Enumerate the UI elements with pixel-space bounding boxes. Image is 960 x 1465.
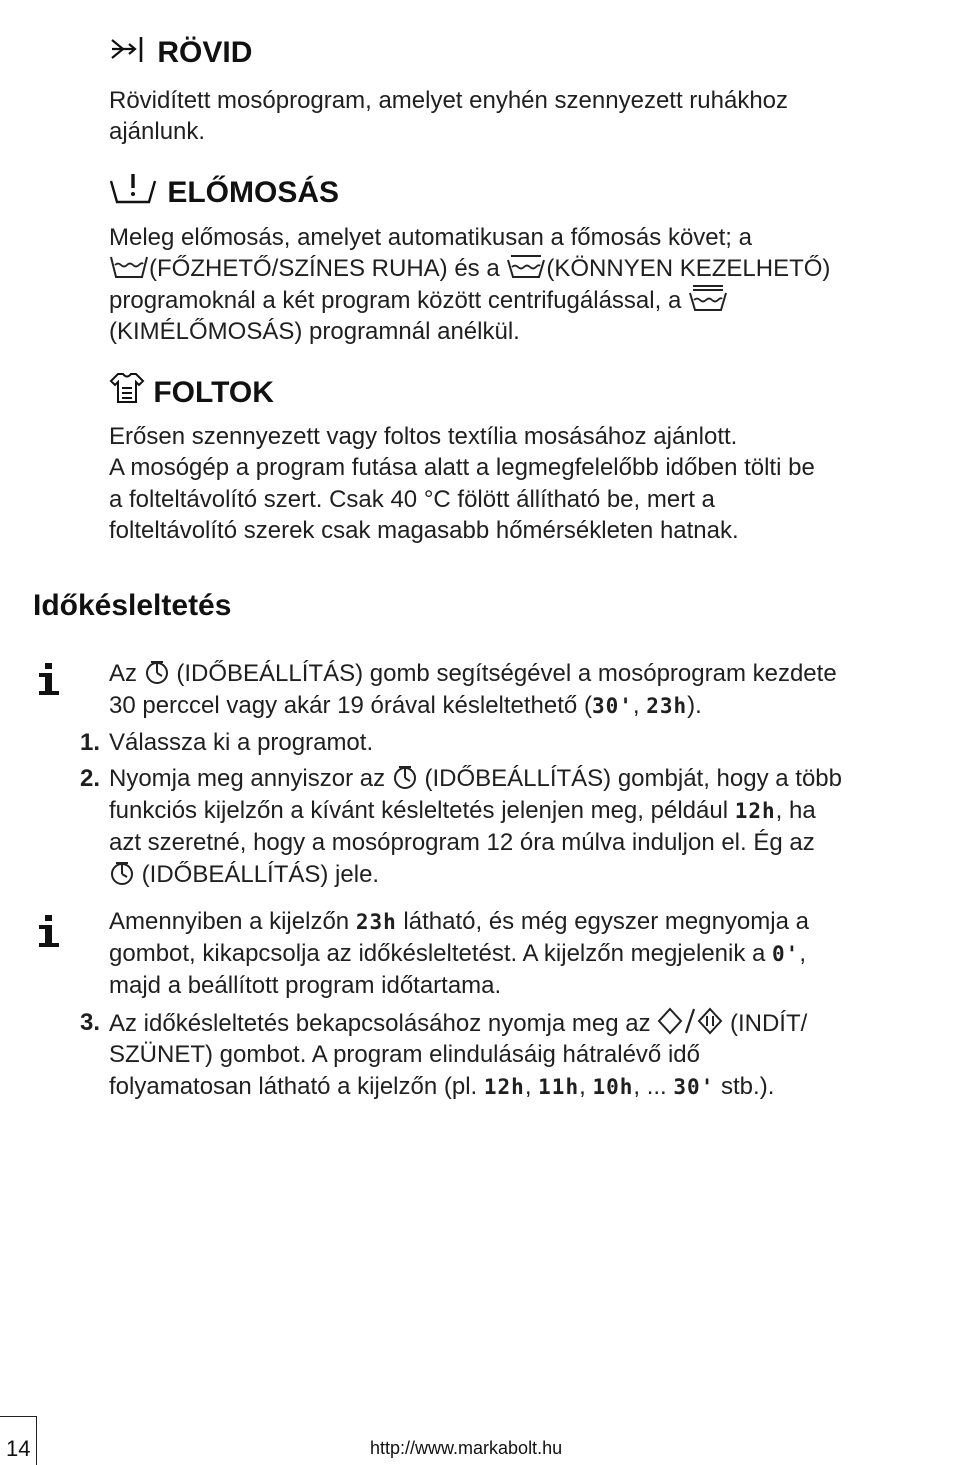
info-icon <box>33 912 65 948</box>
comma: , <box>579 1073 586 1100</box>
page-number: 14 <box>6 1436 31 1461</box>
info2-line-2 <box>109 938 806 970</box>
clock-icon <box>109 860 135 886</box>
rovid-title: RÖVID <box>157 36 253 69</box>
page-side-rule <box>36 1416 37 1465</box>
info2-text-a: Amennyiben a kijelzőn <box>109 908 350 935</box>
clock-icon <box>392 764 418 790</box>
step-3-text-b: (INDÍT/ <box>729 1010 808 1037</box>
display-value-12h: 12h <box>734 799 776 823</box>
prewash-icon <box>109 171 159 205</box>
display-value-0: 0' <box>772 942 800 966</box>
step-3-line-1 <box>109 1007 807 1040</box>
step-2-text-d: , ha <box>775 797 816 824</box>
info2-text-b: látható, és még egyszer megnyomja a <box>403 908 809 935</box>
display-value-23h: 23h <box>355 910 397 934</box>
ellipsis: ... <box>646 1073 667 1100</box>
comma: , <box>524 1073 532 1100</box>
display-value-23h: 23h <box>646 694 688 718</box>
step-3-text-d: stb.). <box>721 1073 775 1100</box>
step-3-number: 3. <box>80 1009 101 1036</box>
clock-icon <box>144 659 170 685</box>
step-2-line-4 <box>109 859 379 891</box>
info1-text-b: (IDŐBEÁLLÍTÁS) gomb segítségével a mosóprogram kezdete <box>176 660 837 687</box>
step-2-line-3: azt szeretné, hogy a mosóprogram 12 óra múlva induljon el. Ég az <box>109 829 815 856</box>
step-3-text-c: folyamatosan látható a kijelzőn (pl. <box>109 1073 478 1100</box>
step-1-number: 1. <box>80 729 101 756</box>
info2-line-3: majd a beállított program időtartama. <box>109 972 502 999</box>
elomosas-title: ELŐMOSÁS <box>167 176 340 209</box>
info1-text-a: Az <box>109 660 138 687</box>
easy-care-tub-icon <box>506 254 546 280</box>
stain-icon <box>109 371 145 405</box>
elomosas-text-3 <box>109 284 728 317</box>
delay-heading: Időkésleltetés <box>33 589 232 622</box>
elomosas-text-4: (KIMÉLŐMOSÁS) programnál anélkül. <box>109 318 520 345</box>
step-2-text-a: Nyomja meg annyiszor az <box>109 765 386 792</box>
step-1-text: Válassza ki a programot. <box>109 729 374 756</box>
display-value-11h: 11h <box>538 1075 580 1099</box>
elomosas-text-2a: (FŐZHETŐ/SZÍNES RUHA) és a <box>149 255 500 282</box>
elomosas-text-1: Meleg előmosás, amelyet automatikusan a főmosás követ; a <box>109 224 752 251</box>
info2-line-1 <box>109 906 809 938</box>
step-2-text-e: (IDŐBEÁLLÍTÁS) jele. <box>141 861 380 888</box>
info1-line-2 <box>109 690 702 722</box>
elomosas-heading <box>109 171 339 211</box>
display-value-30: 30' <box>591 694 633 718</box>
foltok-text-1: Erősen szennyezett vagy foltos textília mosásához ajánlott. <box>109 423 738 450</box>
start-pause-icon <box>657 1007 723 1035</box>
foltok-text-4: folteltávolító szerek csak magasabb hőmérsékleten hatnak. <box>109 517 739 544</box>
elomosas-text-3a: programoknál a két program között centrifugálással, a <box>109 287 682 314</box>
foltok-text-2: A mosógép a program futása alatt a legmegfelelőbb időben tölti be <box>109 454 815 481</box>
step-2-line-2 <box>109 795 816 827</box>
foltok-heading <box>109 371 274 411</box>
elomosas-text-2 <box>109 253 830 285</box>
comma: , <box>633 1073 641 1100</box>
page-corner-divider <box>0 1416 36 1417</box>
foltok-title: FOLTOK <box>153 376 274 409</box>
footer-url[interactable]: http://www.markabolt.hu <box>370 1438 563 1458</box>
rovid-text-1: Rövidített mosóprogram, amelyet enyhén szennyezett ruhákhoz <box>109 87 789 114</box>
step-3-line-3 <box>109 1071 774 1103</box>
step-2-text-b: (IDŐBEÁLLÍTÁS) gombját, hogy a több <box>424 765 842 792</box>
step-2-number: 2. <box>80 765 101 792</box>
foltok-text-3: a folteltávolító szert. Csak 40 °C fölött állítható be, mert a <box>109 486 715 513</box>
display-value-10h: 10h <box>592 1075 634 1099</box>
step-2-text-c: funkciós kijelzőn a kívánt késleltetés jelenjen meg, például <box>109 797 729 824</box>
info1-text-e: ). <box>687 692 702 719</box>
step-3-line-2: SZÜNET) gombot. A program elindulásáig hátralévő idő <box>109 1041 700 1068</box>
cotton-wash-tub-icon <box>109 254 149 280</box>
info-icon <box>33 660 65 696</box>
delicate-wash-tub-icon <box>688 284 728 312</box>
rovid-heading <box>109 34 252 71</box>
info2-text-c: gombot, kikapcsolja az időkésleltetést. A kijelzőn megjelenik a <box>109 940 766 967</box>
step-2-line-1 <box>109 763 842 795</box>
elomosas-text-2b: (KÖNNYEN KEZELHETŐ) <box>546 255 831 282</box>
step-3-text-a: Az időkésleltetés bekapcsolásához nyomja meg az <box>109 1010 651 1037</box>
display-value-12h: 12h <box>483 1075 525 1099</box>
info1-line-1 <box>109 658 837 690</box>
display-value-30: 30' <box>673 1075 715 1099</box>
info2-text-d: , <box>799 940 806 967</box>
info1-text-c: 30 perccel vagy akár 19 órával késleltethető ( <box>109 692 592 719</box>
rovid-text-2: ajánlunk. <box>109 118 206 145</box>
info1-sep: , <box>632 692 647 719</box>
short-program-icon <box>109 34 149 64</box>
